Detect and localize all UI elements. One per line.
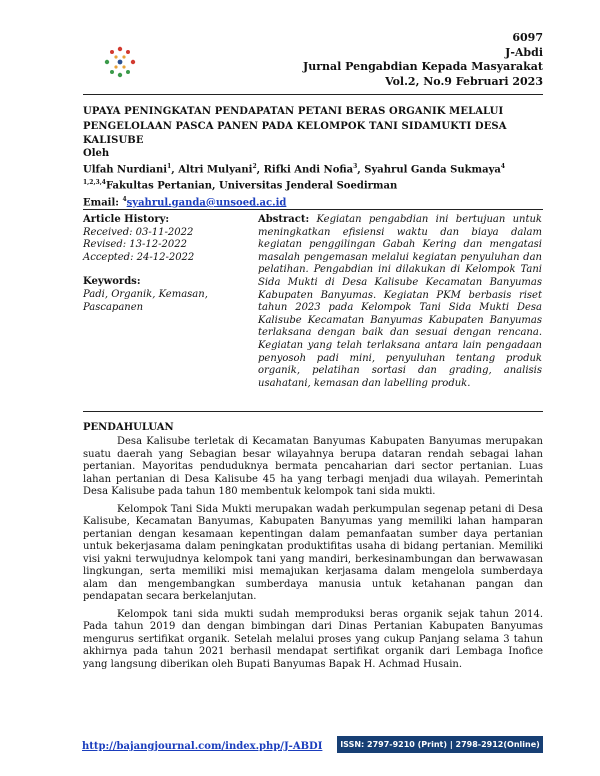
keywords-text: Padi, Organik, Kemasan, Pascapanen <box>83 288 208 313</box>
author-name: Altri Mulyani <box>178 164 253 176</box>
email-line <box>83 193 543 209</box>
author-sup: 3 <box>353 163 358 170</box>
paragraph: Desa Kalisube terletak di Kecamatan Banyumas Kabupaten Banyumas merupakan suatu daerah yang Sebagian besar wilayahnya berupa dataran rendah sebagai lahan pertanian. Mayoritas penduduknya bermata pencaharian dari sector pertanian. Luas lahan pertanian di Desa Kalisube 45 ha yang terbagi menjadi dua wilayah. Pemerintah Desa Kalisube pada tahun 180 membentuk kelompok tani sida mukti. <box>83 436 543 497</box>
revised-date: Revised: 13-12-2022 <box>83 239 187 251</box>
issn-badge: ISSN: 2797-9210 (Print) | 2798-2912(Online) <box>337 736 543 753</box>
author-block <box>83 147 543 209</box>
paragraph: Kelompok Tani Sida Mukti merupakan wadah perkumpulan segenap petani di Desa Kalisube, Kecamatan Banyumas, Kabupaten Banyumas yang memiliki lahan hamparan pertanian dengan kesamaan kepentingan dalam pemanfaatan sumber daya pertanian untuk bekerjasama dalam peningkatan produktifitas usaha di bidang pertanian. Memiliki visi yakni terwujudnya kelompok tani yang mandiri, berkesinambungan dan berwawasan lingkungan, serta memiliki misi memajukan kerjasama dalam mengelola sumberdaya alam dan mengembangkan sumberdaya manusia untuk ketahanan pangan dan pendapatan secara berkelanjutan. <box>83 503 543 602</box>
journal-short-name: J-Abdi <box>505 45 543 59</box>
abstract-label: Abstract: <box>258 214 310 225</box>
section-heading: PENDAHULUAN <box>83 422 174 433</box>
received-date: Received: 03-11-2022 <box>83 226 194 238</box>
abstract <box>258 214 542 390</box>
article-title: UPAYA PENINGKATAN PENDAPATAN PETANI BERAS ORGANIK MELALUI PENGELOLAAN PASCA PANEN PADA KELOMPOK TANI SIDAMUKTI DESA KALISUBE <box>83 106 507 146</box>
author-sup: 2 <box>252 163 257 170</box>
journal-volume: Vol.2, No.9 Februari 2023 <box>385 74 543 88</box>
affiliation-text: Fakultas Pertanian, Universitas Jenderal Soedirman <box>105 180 398 192</box>
author-sup: 1 <box>167 163 172 170</box>
affiliation-sup: 1,2,3,4 <box>83 179 106 187</box>
email-link[interactable]: syahrul.ganda@unsoed.ac.id <box>126 196 287 208</box>
journal-full-name: Jurnal Pengabdian Kepada Masyarakat <box>303 60 543 73</box>
author-by-label: Oleh <box>83 148 110 159</box>
abstract-text: Kegiatan pengabdian ini bertujuan untuk meningkatkan efisiensi waktu dan biaya dalam kegiatan penggilingan Gabah Kering dan mengatasi masalah pengemasan melalui kegiatan penyuluhan dan pelatihan. Pengabdian ini dilakukan di Kelompok Tani Sida Mukti di Desa Kalisube Kecamatan Banyumas Kabupaten Banyumas. Kegiatan PKM berbasis riset tahun 2023 pada Kelompok Tani Sida Mukti Desa Kalisube Kecamatan Banyumas Kabupaten Banyumas terlaksana dengan baik dan sesuai dengan rencana. Kegiatan yang telah terlaksana antara lain pengadaan penyosoh padi mini, penyuluhan tentang produk organik, pelatihan sortasi dan grading, analisis usahatani, kemasan dan labelling produk. <box>258 214 542 389</box>
email-sup: 4 <box>122 195 127 203</box>
meta-divider-top <box>83 209 543 210</box>
accepted-date: Accepted: 24-12-2022 <box>83 251 195 263</box>
author-list: Ulfah Nurdiani$^1$, Altri Mulyani$^2$, Rifki Andi Nofia$^3$, Syahrul Ganda Sukmaya$^4$ <box>83 163 506 176</box>
journal-logo-icon <box>100 42 140 82</box>
history-heading: Article History: <box>83 214 170 225</box>
author-name: Rifki Andi Nofia <box>263 164 354 176</box>
page-number: 6097 <box>512 31 543 44</box>
journal-header <box>303 31 543 89</box>
author-name: Syahrul Ganda Sukmaya <box>364 164 501 176</box>
author-sup: 4 <box>500 163 506 170</box>
paragraph: Kelompok tani sida mukti sudah memproduksi beras organik sejak tahun 2014. Pada tahun 2019 dan dengan bimbingan dari Dinas Pertanian Kabupaten Banyumas mengurus sertifikat organik. Setelah melalui proses yang cukup Panjang selama 3 tahun akhirnya pada tahun 2021 berhasil mendapat sertifikat organik dari Lembaga Inofice yang langsung diberikan oleh Bupati Banyumas Bapak H. Achmad Husain. <box>83 608 543 670</box>
article-info <box>83 214 243 314</box>
body-text <box>83 436 543 676</box>
header-divider <box>83 94 543 95</box>
footer-url <box>82 741 322 752</box>
keywords-heading: Keywords: <box>83 276 141 288</box>
affiliation <box>83 176 543 192</box>
author-name: Ulfah Nurdiani <box>83 164 168 176</box>
email-label: Email: <box>83 196 123 208</box>
journal-url-link[interactable]: http://bajangjournal.com/index.php/J-ABDI <box>82 741 323 752</box>
meta-divider-bottom <box>83 411 543 412</box>
